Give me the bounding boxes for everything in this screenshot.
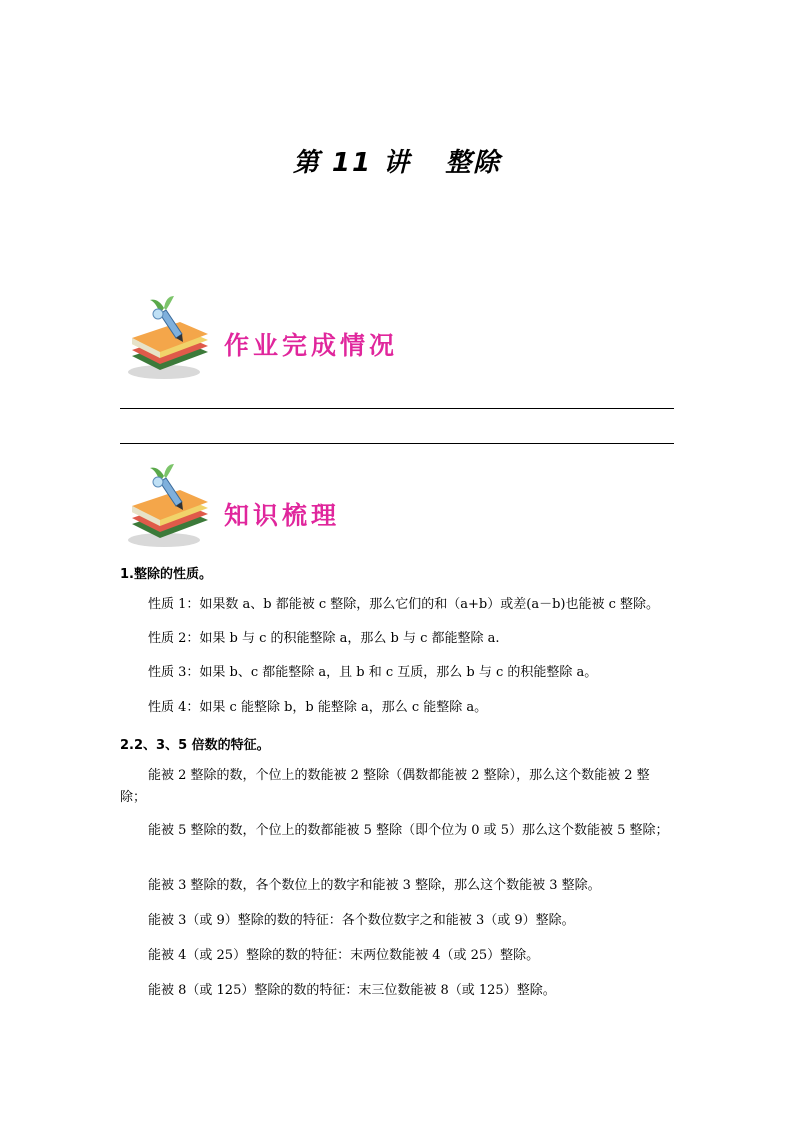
property-2: 性质 2：如果 b 与 c 的积能整除 a，那么 b 与 c 都能整除 a. xyxy=(148,631,500,646)
rule-divisible-by-5: 能被 5 整除的数，个位上的数都能被 5 整除（即个位为 0 或 5）那么这个数能被 5 整除； xyxy=(148,823,669,838)
answer-line-1 xyxy=(120,408,674,409)
subheading-divisibility-properties: 1.整除的性质。 xyxy=(120,567,212,582)
answer-line-2 xyxy=(120,443,674,444)
rule-divisible-by-8-or-125: 能被 8（或 125）整除的数的特征：末三位数能被 8（或 125）整除。 xyxy=(148,983,556,998)
rule-divisible-by-3: 能被 3 整除的数，各个数位上的数字和能被 3 整除，那么这个数能被 3 整除。 xyxy=(148,878,601,893)
book-pen-icon xyxy=(120,462,216,552)
rule-divisible-by-4-or-25: 能被 4（或 25）整除的数的特征：末两位数能被 4（或 25）整除。 xyxy=(148,948,540,963)
property-4: 性质 4：如果 c 能整除 b，b 能整除 a，那么 c 能整除 a。 xyxy=(148,700,488,715)
book-pen-icon xyxy=(120,294,216,384)
title-topic: 整除 xyxy=(445,148,502,178)
rule-divisible-by-2: 能被 2 整除的数，个位上的数能被 2 整除（偶数都能被 2 整除），那么这个数能被 2 整除； xyxy=(120,768,650,805)
section-heading-homework: 作业完成情况 xyxy=(224,331,399,360)
subheading-multiples-features: 2.2、3、5 倍数的特征。 xyxy=(120,738,270,753)
property-1: 性质 1：如果数 a、b 都能被 c 整除，那么它们的和（a+b）或差(a－b)也能被 c 整除。 xyxy=(148,597,660,612)
section-homework-header xyxy=(120,294,680,384)
property-3: 性质 3：如果 b、c 都能整除 a，且 b 和 c 互质，那么 b 与 c 的积能整除 a。 xyxy=(148,665,598,680)
section-heading-knowledge: 知识梳理 xyxy=(224,501,341,530)
title-lecture-number: 第 11 讲 xyxy=(292,148,412,178)
rule-divisible-by-3-or-9: 能被 3（或 9）整除的数的特征：各个数位数字之和能被 3（或 9）整除。 xyxy=(148,913,575,928)
page-title xyxy=(0,142,794,179)
section-knowledge-header xyxy=(120,462,680,552)
